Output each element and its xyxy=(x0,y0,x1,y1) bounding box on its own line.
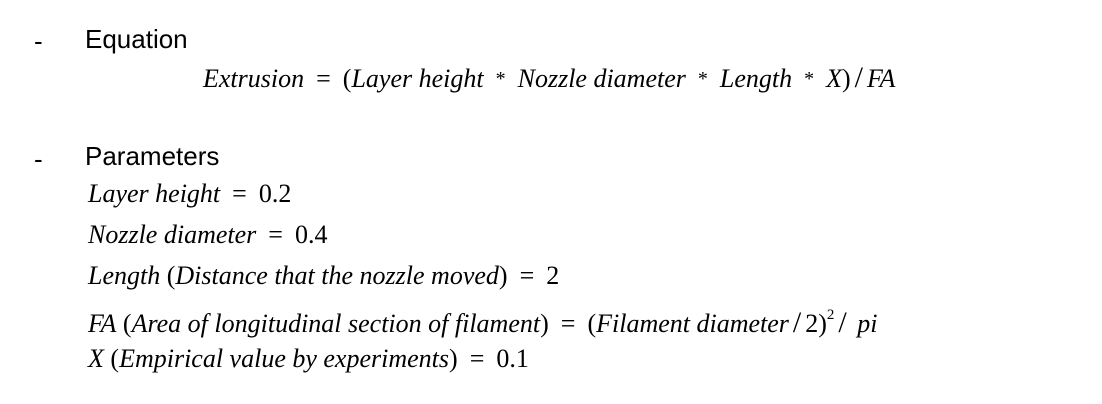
equation-lhs: Extrusion xyxy=(203,64,305,93)
equation-multiply-3: * xyxy=(804,68,815,90)
equation-multiply-1: * xyxy=(495,68,506,90)
equation-term-x: X xyxy=(826,64,842,93)
param-fa-rhs-close-paren: ) xyxy=(818,309,827,338)
param-fa-rhs-divide: / xyxy=(792,306,802,339)
param-fa-name: FA xyxy=(88,309,117,338)
equation-equals: = xyxy=(316,64,331,93)
param-fa-close-paren: ) xyxy=(540,309,549,338)
equation-bullet: - xyxy=(34,26,43,56)
param-length-open-paren: ( xyxy=(166,261,176,290)
param-length-name: Length xyxy=(88,261,161,290)
param-x-value: 0.1 xyxy=(496,344,529,373)
param-x-equals: = xyxy=(469,344,485,373)
extrusion-equation xyxy=(203,63,895,93)
param-fa xyxy=(88,308,878,338)
param-fa-rhs-two: 2 xyxy=(805,309,819,338)
param-fa-rhs-open-paren: ( xyxy=(587,309,597,338)
param-x xyxy=(88,346,529,372)
param-nozzle-diameter xyxy=(88,222,327,248)
param-length-value: 2 xyxy=(546,261,560,290)
equation-divide: / xyxy=(854,61,864,94)
param-x-open-paren: ( xyxy=(110,344,120,373)
param-x-name: X xyxy=(88,344,104,373)
param-nozzle-diameter-value: 0.4 xyxy=(294,220,328,249)
equation-term-nozzle-diameter: Nozzle diameter xyxy=(517,64,686,93)
param-layer-height-name: Layer height xyxy=(88,179,221,208)
param-fa-open-paren: ( xyxy=(122,309,132,338)
param-fa-rhs-divide-2: / xyxy=(838,306,847,339)
equation-heading: Equation xyxy=(85,24,188,54)
param-layer-height-equals: = xyxy=(232,179,247,208)
equation-term-layer-height: Layer height xyxy=(351,64,484,93)
param-length xyxy=(88,263,559,289)
param-length-close-paren: ) xyxy=(498,261,508,290)
equation-close-paren: ) xyxy=(842,64,851,93)
equation-open-paren: ( xyxy=(342,64,352,93)
param-x-close-paren: ) xyxy=(449,344,458,373)
param-layer-height-value: 0.2 xyxy=(258,179,292,208)
param-length-description: Distance that the nozzle moved xyxy=(175,261,499,290)
parameters-bullet: - xyxy=(34,144,43,174)
equation-term-length: Length xyxy=(719,64,793,93)
param-nozzle-diameter-name: Nozzle diameter xyxy=(88,220,257,249)
param-x-description: Empirical value by experiments xyxy=(119,344,450,373)
param-nozzle-diameter-equals: = xyxy=(268,220,283,249)
param-fa-equals: = xyxy=(560,309,576,338)
param-fa-rhs-exponent: 2 xyxy=(826,307,835,323)
param-fa-rhs-pi: pi xyxy=(857,309,878,338)
param-fa-description: Area of longitudinal section of filament xyxy=(131,309,541,338)
param-length-equals: = xyxy=(519,261,535,290)
equation-term-fa: FA xyxy=(867,64,896,93)
param-layer-height xyxy=(88,181,291,207)
parameters-heading: Parameters xyxy=(85,141,220,171)
equation-multiply-2: * xyxy=(697,68,708,90)
param-fa-rhs-filament-diameter: Filament diameter xyxy=(596,309,789,338)
